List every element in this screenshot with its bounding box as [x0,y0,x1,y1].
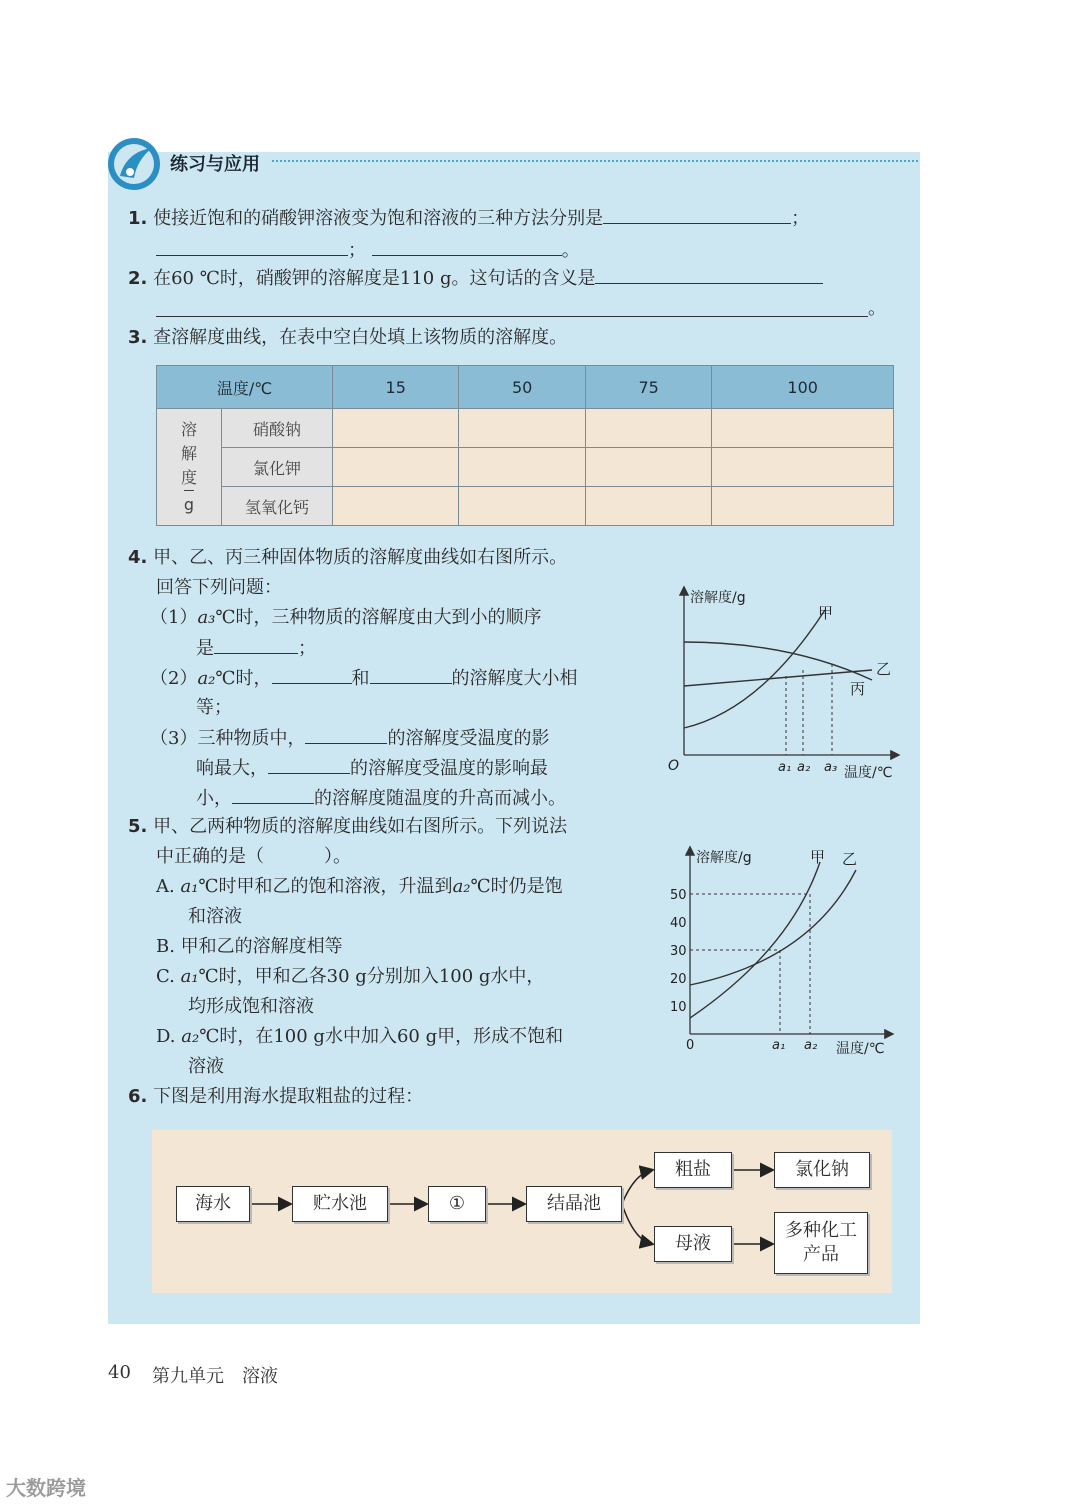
label-bing: 丙 [850,680,866,698]
ytick-40: 40 [670,916,687,931]
question-4-part-2: （2）a₂℃时， 和 的溶解度大小相 [150,663,578,694]
answer-blank[interactable] [603,203,791,224]
option-d-line-2: 溶液 [188,1056,224,1077]
label-jia: 甲 [810,848,826,866]
curve-bing [684,642,872,680]
row-potassium-chloride: 氯化钾 [222,448,333,487]
table-row [157,409,894,448]
table-cell[interactable] [585,448,711,487]
box-crystallization-pond: 结晶池 [526,1186,622,1222]
answer-line[interactable] [156,316,868,317]
box-reservoir: 贮水池 [292,1186,388,1222]
table-cell[interactable] [712,409,894,448]
answer-blank[interactable] [595,263,823,284]
question-3: 3. 查溶解度曲线，在表中空白处填上该物质的溶解度。 [128,327,568,348]
box-crude-salt: 粗盐 [654,1152,732,1188]
x-axis-label: 温度/℃ [836,1041,885,1057]
temp-75: 75 [585,366,711,409]
question-6: 6. 下图是利用海水提取粗盐的过程： [128,1086,424,1107]
box-seawater: 海水 [176,1186,250,1222]
table-header-row [157,366,894,409]
curve-jia [690,862,820,1018]
table-row [157,487,894,526]
table-cell[interactable] [585,487,711,526]
option-a[interactable]: A. a₁℃时甲和乙的饱和溶液，升温到a₂℃时仍是饱 [156,876,563,897]
table-row [157,448,894,487]
solubility-graph-2 [660,840,910,1065]
question-4-prompt: 回答下列问题： [156,577,282,598]
answer-blank[interactable] [232,783,314,804]
solubility-table [156,365,894,526]
box-sodium-chloride: 氯化钠 [774,1152,870,1188]
temp-15: 15 [333,366,459,409]
y-axis-label: 溶解度/g [690,590,746,606]
question-4: 4. 甲、乙、丙三种固体物质的溶解度曲线如右图所示。 [128,547,568,568]
salt-extraction-flowchart [152,1130,892,1293]
option-b[interactable]: B. 甲和乙的溶解度相等 [156,936,343,957]
question-5: 5. 甲、乙两种物质的溶解度曲线如右图所示。下列说法 [128,816,568,837]
section-title: 练习与应用 [170,154,260,175]
ytick-30: 30 [670,944,687,959]
temp-50: 50 [459,366,585,409]
table-cell[interactable] [333,448,459,487]
table-cell[interactable] [333,409,459,448]
option-a-line-2: 和溶液 [188,906,242,927]
watermark: 大数跨境 [6,1476,86,1500]
table-cell[interactable] [459,448,585,487]
question-1: 1. 使接近饱和的硝酸钾溶液变为饱和溶液的三种方法分别是 ； [128,203,809,234]
topic-label: 溶液 [242,1366,278,1387]
question-4-part-2-line-2: 等； [196,697,232,718]
page-number: 40 [108,1362,131,1383]
question-1-line-2: ； 。 [156,235,580,266]
label-jia: 甲 [818,604,834,622]
table-cell[interactable] [712,448,894,487]
answer-blank[interactable] [272,663,352,684]
tick-a2: a₂ [797,760,811,775]
solubility-graph-1 [660,580,910,790]
row-sodium-nitrate: 硝酸钠 [222,409,333,448]
table-cell[interactable] [459,487,585,526]
label-yi: 乙 [876,660,892,678]
option-c-line-2: 均形成饱和溶液 [188,996,314,1017]
tick-a1: a₁ [778,760,792,775]
answer-blank[interactable] [214,633,298,654]
question-5-line-2: 中正确的是（ ）。 [156,846,351,867]
table-cell[interactable] [712,487,894,526]
question-4-part-3-line-2: 响最大， 的溶解度受温度的影响最 [196,753,548,784]
box-chemical-products: 多种化工产品 [774,1212,868,1274]
curve-yi [690,870,856,985]
ytick-50: 50 [670,888,687,903]
row-calcium-hydroxide: 氢氧化钙 [222,487,333,526]
ytick-20: 20 [670,972,687,987]
question-4-part-1: （1）a₃℃时，三种物质的溶解度由大到小的顺序 [150,607,542,628]
table-cell[interactable] [459,409,585,448]
origin-label: O [668,758,680,774]
tick-a3: a₃ [824,760,838,775]
unit-label: 第九单元 [152,1366,224,1387]
answer-blank[interactable] [372,235,562,256]
x-axis-label: 温度/℃ [844,765,893,781]
question-4-part-3: （3）三种物质中， 的溶解度受温度的影 [150,723,549,754]
box-mother-liquor: 母液 [654,1226,732,1262]
temp-100: 100 [712,366,894,409]
tick-a2: a₂ [804,1038,818,1053]
origin-label: 0 [686,1038,695,1053]
tick-a1: a₁ [772,1038,786,1053]
table-cell[interactable] [333,487,459,526]
option-c[interactable]: C. a₁℃时，甲和乙各30 g分别加入100 g水中， [156,966,545,987]
question-4-part-3-line-3: 小， 的溶解度随温度的升高而减小。 [196,783,566,814]
ytick-10: 10 [670,1000,687,1015]
answer-blank[interactable] [370,663,452,684]
answer-blank[interactable] [268,753,350,774]
table-cell[interactable] [585,409,711,448]
question-2: 2. 在60 ℃时，硝酸钾的溶解度是110 g。这句话的含义是 [128,263,823,294]
label-yi: 乙 [842,850,858,868]
period: 。 [868,298,886,319]
table-header-label: 温度/℃ [157,366,333,409]
option-d[interactable]: D. a₂℃时，在100 g水中加入60 g甲，形成不饱和 [156,1026,564,1047]
curve-jia [684,610,825,728]
curve-yi [684,670,872,686]
answer-blank[interactable] [305,723,387,744]
question-4-part-1-line-2: 是 ； [196,633,316,664]
exercise-logo-icon [106,136,162,192]
box-step-1: ① [428,1186,486,1222]
answer-blank[interactable] [156,235,348,256]
header-divider [272,160,918,162]
solubility-vertical-label: 溶 解 度 g [157,409,222,526]
y-axis-label: 溶解度/g [696,850,752,866]
